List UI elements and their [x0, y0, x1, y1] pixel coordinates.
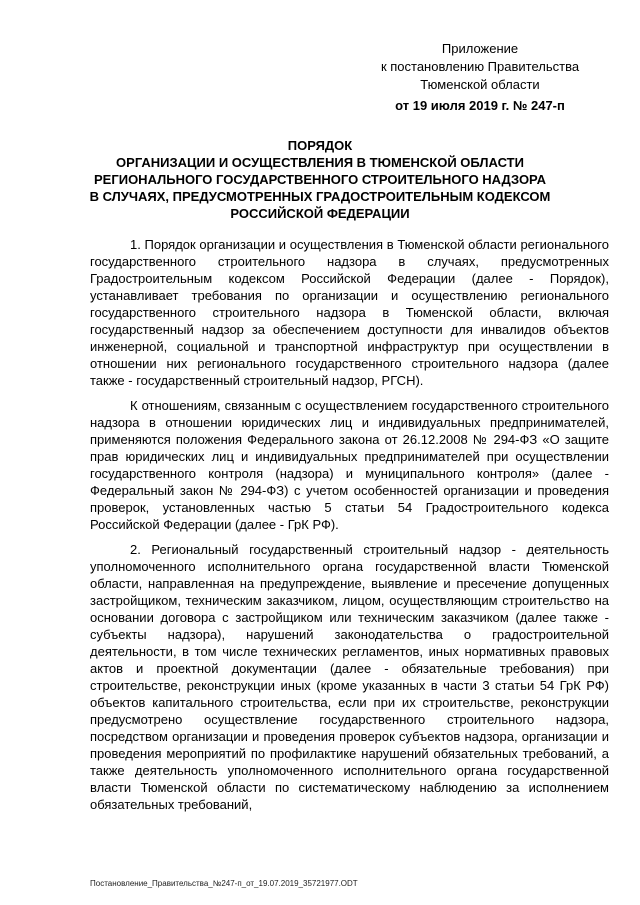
appendix-label: Приложение	[441, 41, 519, 56]
title-line-2: ОРГАНИЗАЦИИ И ОСУЩЕСТВЛЕНИЯ В ТЮМЕНСКОЙ ОБЛАСТИ	[116, 155, 524, 170]
title-line-3: РЕГИОНАЛЬНОГО ГОСУДАРСТВЕННОГО СТРОИТЕЛЬНОГО НАДЗОРА	[94, 172, 546, 187]
title-line-4: В СЛУЧАЯХ, ПРЕДУСМОТРЕННЫХ ГРАДОСТРОИТЕЛЬНЫМ КОДЕКСОМ	[89, 189, 551, 204]
paragraph-2: К отношениям, связанным с осуществлением государственного строительного надзора в отношении юридических лиц и индивидуальных предпринимателей, применяются положения Федерального закона от 26.12.2008 № 294-ФЗ «О защите прав юридических лиц и индивидуальных предпринимателей при осуществлении государственного контроля (надзора) и муниципального контроля» (далее - Федеральный закон № 294-ФЗ) с учетом особенностей организации и проведения проверок, установленных частью 5 статьи 54 Градостроительного кодекса Российской Федерации (далее - ГрК РФ).	[90, 398, 609, 532]
title-line-1: ПОРЯДОК	[287, 138, 353, 153]
title-line-5: РОССИЙСКОЙ ФЕДЕРАЦИИ	[230, 206, 410, 221]
document-body	[90, 236, 609, 813]
footer-filename: Постановление_Правительства_№247-п_от_19.07.2019_35721977.ODT	[90, 879, 358, 888]
paragraph-1: 1. Порядок организации и осуществления в Тюменской области регионального государственного строительного надзора в случаях, предусмотренных Градостроительным кодексом Российской Федерации (далее - Порядок), устанавливает требования по организации и осуществлению регионального государственного строительного надзора в Тюменской области, включая государственный надзор за обеспечением доступности для инвалидов объектов инженерной, социальной и транспортной инфраструктур при осуществлении в отношении них регионального государственного строительного надзора (далее также - государственный строительный надзор, РГСН).	[90, 237, 609, 388]
appendix-region: Тюменской области	[420, 77, 540, 92]
document-title	[70, 137, 570, 222]
paragraph-3: 2. Региональный государственный строительный надзор - деятельность уполномоченного исполнительного органа государственной власти Тюменской области, направленная на предупреждение, выявление и пресечение допущенных застройщиком, техническим заказчиком, лицом, осуществляющим строительство на основании договора с застройщиком или техническим заказчиком (далее также - субъекты надзора), нарушений законодательства о градостроительной деятельности, в том числе технических регламентов, иных нормативных правовых актов и проектной документации (далее - обязательные требования) при строительстве, реконструкции иных (кроме указанных в части 3 статьи 54 ГрК РФ) объектов капитального строительства, если при их строительстве, реконструкции предусмотрено осуществление государственного строительного надзора, посредством организации и проведения проверок субъектов надзора, организации и проведения мероприятий по профилактике нарушений обязательных требований, а также деятельность уполномоченного исполнительного органа государственной власти Тюменской области по систематическому наблюдению за исполнением обязательных требований,	[90, 542, 609, 812]
appendix-block	[360, 40, 600, 115]
appendix-reference: к постановлению Правительства	[380, 59, 580, 74]
appendix-date-number: от 19 июля 2019 г. № 247-п	[395, 98, 565, 113]
